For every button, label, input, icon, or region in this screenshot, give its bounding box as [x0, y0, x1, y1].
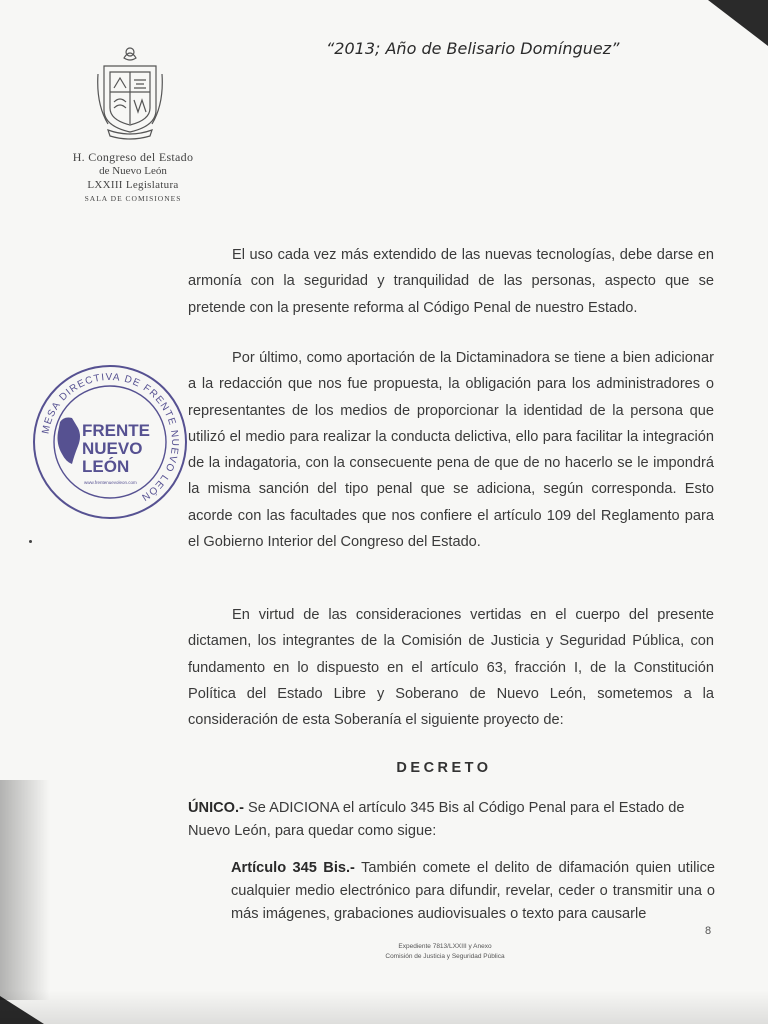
scan-shadow-left: [0, 780, 50, 1000]
congress-state: de Nuevo León: [99, 165, 167, 177]
stamp-brand-line1: FRENTE: [82, 421, 150, 440]
nuevo-leon-map-icon: [58, 418, 81, 465]
stamp-brand-line3: LEÓN: [82, 457, 130, 476]
paragraph-considerations: En virtud de las consideraciones vertidas en el cuerpo del presente dictamen, los integrantes de la Comisión de Justicia y Seguridad Pública, con fundamento en lo dispuesto en el artículo 63, fracción I, de la Constitución Política del Estado Libre y Soberano de Nuevo León, sometemos a la consideración de esta Soberanía el siguiente proyecto de:: [188, 607, 714, 729]
footer-file-number: Expediente 7813/LXXIII y Anexo: [398, 943, 492, 950]
page-number: 8: [705, 925, 712, 937]
page-footer: [335, 942, 555, 962]
frente-nuevo-leon-stamp: [30, 362, 190, 522]
state-coat-of-arms-icon: [94, 44, 166, 144]
decree-heading: DECRETO: [396, 760, 492, 776]
article-text: También comete el delito de difamación quien utilice cualquier medio electrónico para difundir, revelar, ceder o transmitir una o más imágenes, grabaciones audiovisuales o texto para causarle: [231, 860, 715, 922]
unico-text: Se ADICIONA el artículo 345 Bis al Código Penal para el Estado de Nuevo León, para quedar como sigue:: [188, 800, 685, 839]
footer-committee: Comisión de Justicia y Seguridad Pública: [385, 953, 505, 960]
congress-name: H. Congreso del Estado: [72, 150, 194, 164]
article-label: Artículo 345 Bis.-: [231, 860, 355, 876]
stamp-website: www.frentenuevoleon.com: [84, 480, 137, 485]
stamp-brand-line2: NUEVO: [82, 439, 143, 458]
article-345-bis: [231, 857, 715, 926]
unico-clause: [188, 797, 718, 843]
stamp-outer-text: MESA DIRECTIVA DE FRENTE NUEVO LEÓN: [40, 371, 181, 504]
legislature-number: LXXIII Legislatura: [87, 179, 179, 191]
paragraph-technology-reform: El uso cada vez más extendido de las nuevas tecnologías, debe darse en armonía con la seguridad y tranquilidad de las personas, aspecto que se pretende con la presente reforma al Código Penal de nuestro Estado.: [188, 247, 714, 316]
scan-shadow-bottom: [0, 990, 768, 1024]
unico-label: ÚNICO.-: [188, 800, 244, 816]
paragraph-dictaminadora-addition: Por último, como aportación de la Dictaminadora se tiene a bien adicionar a la redacción que nos fue propuesta, la obligación para los administradores o representantes de los medios de proporcionar la identidad de la persona que utilizó el medio para realizar la conducta delictiva, ello para facilitar la integración de la indagatoria, con la consecuente pena de que de no hacerlo se le impondrá la misma sanción del tipo penal que se adiciona, según corresponda. Esto acorde con las facultades que nos confiere el artículo 109 del Reglamento para el Gobierno Interior del Congreso del Estado.: [188, 350, 714, 551]
scan-speck: [29, 540, 32, 543]
scan-corner-top-right: [708, 0, 768, 46]
congress-letterhead: [48, 150, 218, 206]
year-motto: “2013; Año de Belisario Domínguez”: [326, 39, 620, 58]
committee-room: SALA DE COMISIONES: [84, 194, 182, 203]
